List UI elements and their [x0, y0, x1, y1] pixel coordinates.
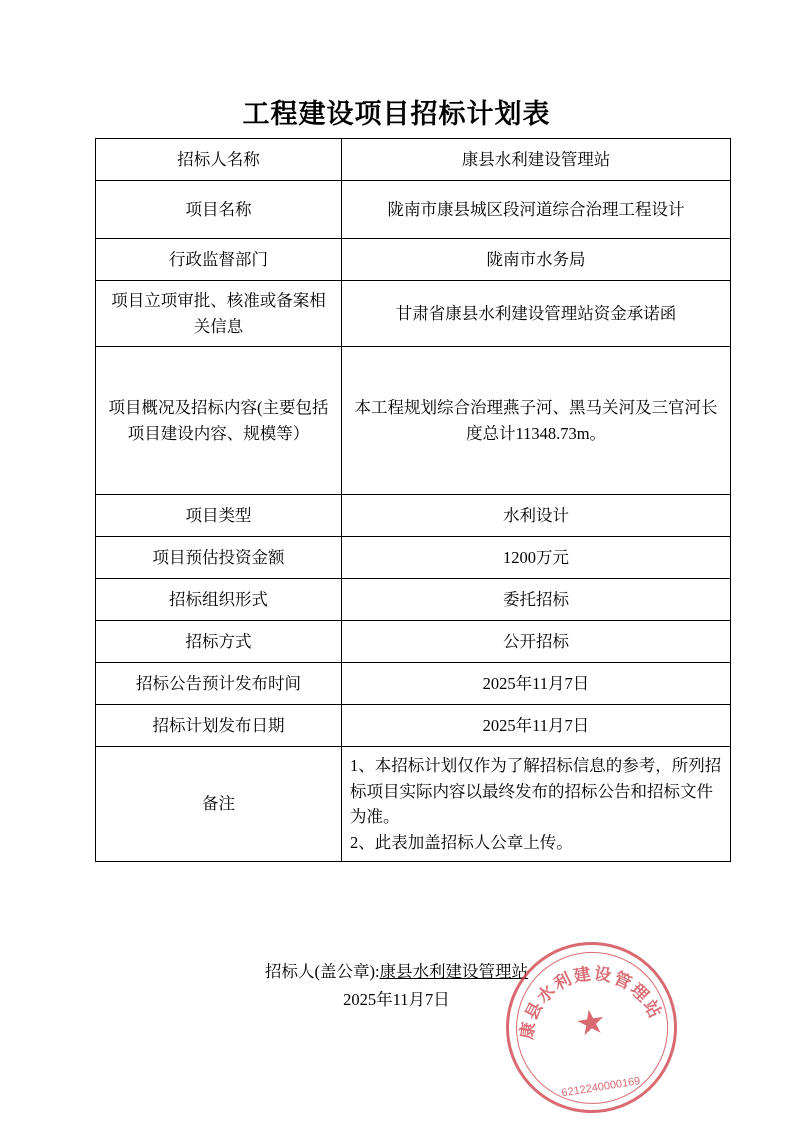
row-value-project-name: 陇南市康县城区段河道综合治理工程设计 — [342, 181, 731, 239]
signature-date: 2025年11月7日 — [343, 990, 450, 1010]
row-value-project-overview: 本工程规划综合治理燕子河、黑马关河及三官河长度总计11348.73m。 — [342, 347, 731, 495]
table-row — [96, 181, 731, 239]
table-row — [96, 747, 731, 862]
table-row — [96, 281, 731, 347]
table-row — [96, 239, 731, 281]
row-label-project-type: 项目类型 — [96, 495, 342, 537]
svg-text:康县水利建设管理站: 康县水利建设管理站 — [517, 964, 666, 1041]
row-value-supervision-dept: 陇南市水务局 — [342, 239, 731, 281]
table-row — [96, 579, 731, 621]
row-label-remark: 备注 — [96, 747, 342, 862]
seal-star-icon: ★ — [572, 1003, 609, 1045]
table-row — [96, 705, 731, 747]
row-label-project-name: 项目名称 — [96, 181, 342, 239]
signature-prefix: 招标人(盖公章): — [264, 962, 380, 981]
row-value-organization-form: 委托招标 — [342, 579, 731, 621]
table-row — [96, 537, 731, 579]
row-value-bidder-name: 康县水利建设管理站 — [342, 139, 731, 181]
row-label-bidding-method: 招标方式 — [96, 621, 342, 663]
row-label-approval-info: 项目立项审批、核准或备案相关信息 — [96, 281, 342, 347]
row-value-remark — [342, 747, 731, 862]
signature-line — [0, 958, 793, 986]
row-value-approval-info: 甘肃省康县水利建设管理站资金承诺函 — [342, 281, 731, 347]
row-label-plan-publish-date: 招标计划发布日期 — [96, 705, 342, 747]
remark-line-1: 1、本招标计划仅作为了解招标信息的参考，所列招 标项目实际内容以最终发布的招标公告和招标文件 为准。 — [350, 756, 722, 827]
table-row — [96, 347, 731, 495]
row-value-bidding-method: 公开招标 — [342, 621, 731, 663]
bidding-plan-table — [95, 138, 731, 862]
row-value-estimated-investment: 1200万元 — [342, 537, 731, 579]
table-row — [96, 139, 731, 181]
row-label-estimated-investment: 项目预估投资金额 — [96, 537, 342, 579]
row-value-plan-publish-date: 2025年11月7日 — [342, 705, 731, 747]
row-value-project-type: 水利设计 — [342, 495, 731, 537]
row-label-supervision-dept: 行政监督部门 — [96, 239, 342, 281]
row-label-project-overview: 项目概况及招标内容(主要包括项目建设内容、规模等） — [96, 347, 342, 495]
table-row — [96, 621, 731, 663]
seal-code: 6212240000169 — [560, 1075, 642, 1100]
row-label-bidder-name: 招标人名称 — [96, 139, 342, 181]
table-row — [96, 495, 731, 537]
signature-block — [0, 958, 793, 1014]
row-label-organization-form: 招标组织形式 — [96, 579, 342, 621]
signature-name: 康县水利建设管理站 — [379, 962, 529, 981]
row-label-announcement-date: 招标公告预计发布时间 — [96, 663, 342, 705]
remark-line-2: 2、此表加盖招标人公章上传。 — [350, 832, 573, 852]
row-value-announcement-date: 2025年11月7日 — [342, 663, 731, 705]
page-title: 工程建设项目招标计划表 — [242, 99, 551, 129]
table-row — [96, 663, 731, 705]
